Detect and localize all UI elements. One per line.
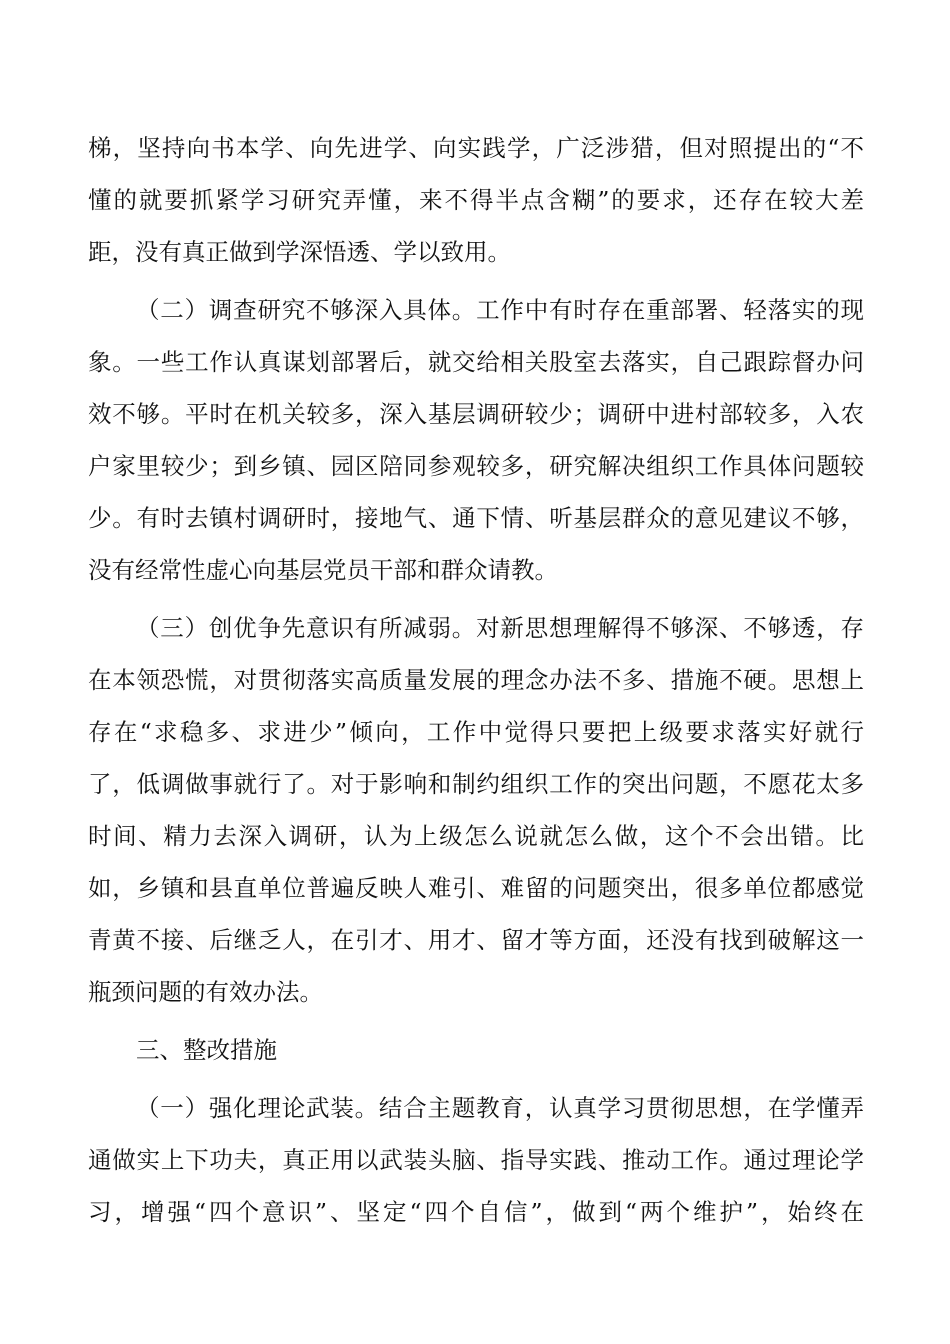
text-line: 通做实上下功夫，真正用以武装头脑、指导实践、推动工作。通过理论学 xyxy=(88,1146,864,1174)
text-line: 效不够。平时在机关较多，深入基层调研较少；调研中进村部较多，入农 xyxy=(88,400,864,428)
paragraph-4 xyxy=(88,1082,864,1238)
text-line: 在本领恐慌，对贯彻落实高质量发展的理念办法不多、措施不硬。思想上 xyxy=(88,666,864,694)
section-heading xyxy=(88,1024,864,1076)
text-line: 懂的就要抓紧学习研究弄懂，来不得半点含糊”的要求，还存在较大差 xyxy=(88,186,864,214)
text-line: 户家里较少；到乡镇、园区陪同参观较多，研究解决组织工作具体问题较 xyxy=(88,452,864,480)
text-line: 如，乡镇和县直单位普遍反映人难引、难留的问题突出，很多单位都感觉 xyxy=(88,874,864,902)
section-heading-text: 三、整改措施 xyxy=(136,1036,277,1064)
text-line: 梯，坚持向书本学、向先进学、向实践学，广泛涉猎，但对照提出的“不 xyxy=(88,134,864,162)
text-line: 距，没有真正做到学深悟透、学以致用。 xyxy=(88,238,511,266)
text-line: 青黄不接、后继乏人，在引才、用才、留才等方面，还没有找到破解这一 xyxy=(88,926,864,954)
text-line: 象。一些工作认真谋划部署后，就交给相关股室去落实，自己跟踪督办问 xyxy=(88,348,864,376)
text-line: 瓶颈问题的有效办法。 xyxy=(88,978,323,1006)
paragraph-1 xyxy=(88,122,864,278)
text-line: 习，增强“四个意识”、坚定“四个自信”，做到“两个维护”，始终在 xyxy=(88,1198,864,1226)
text-line: 没有经常性虚心向基层党员干部和群众请教。 xyxy=(88,556,558,584)
text-line: 时间、精力去深入调研，认为上级怎么说就怎么做，这个不会出错。比 xyxy=(88,822,864,850)
paragraph-2 xyxy=(88,284,864,596)
text-line: （三）创优争先意识有所减弱。对新思想理解得不够深、不够透，存 xyxy=(136,614,864,642)
text-line: 了，低调做事就行了。对于影响和制约组织工作的突出问题，不愿花太多 xyxy=(88,770,864,798)
text-line: 少。有时去镇村调研时，接地气、通下情、听基层群众的意见建议不够， xyxy=(88,504,864,532)
document-body xyxy=(88,122,864,1238)
text-line: （二）调查研究不够深入具体。工作中有时存在重部署、轻落实的现 xyxy=(136,296,864,324)
text-line: （一）强化理论武装。结合主题教育，认真学习贯彻思想，在学懂弄 xyxy=(136,1094,864,1122)
text-line: 存在“求稳多、求进少”倾向，工作中觉得只要把上级要求落实好就行 xyxy=(88,718,864,746)
paragraph-3 xyxy=(88,602,864,1018)
